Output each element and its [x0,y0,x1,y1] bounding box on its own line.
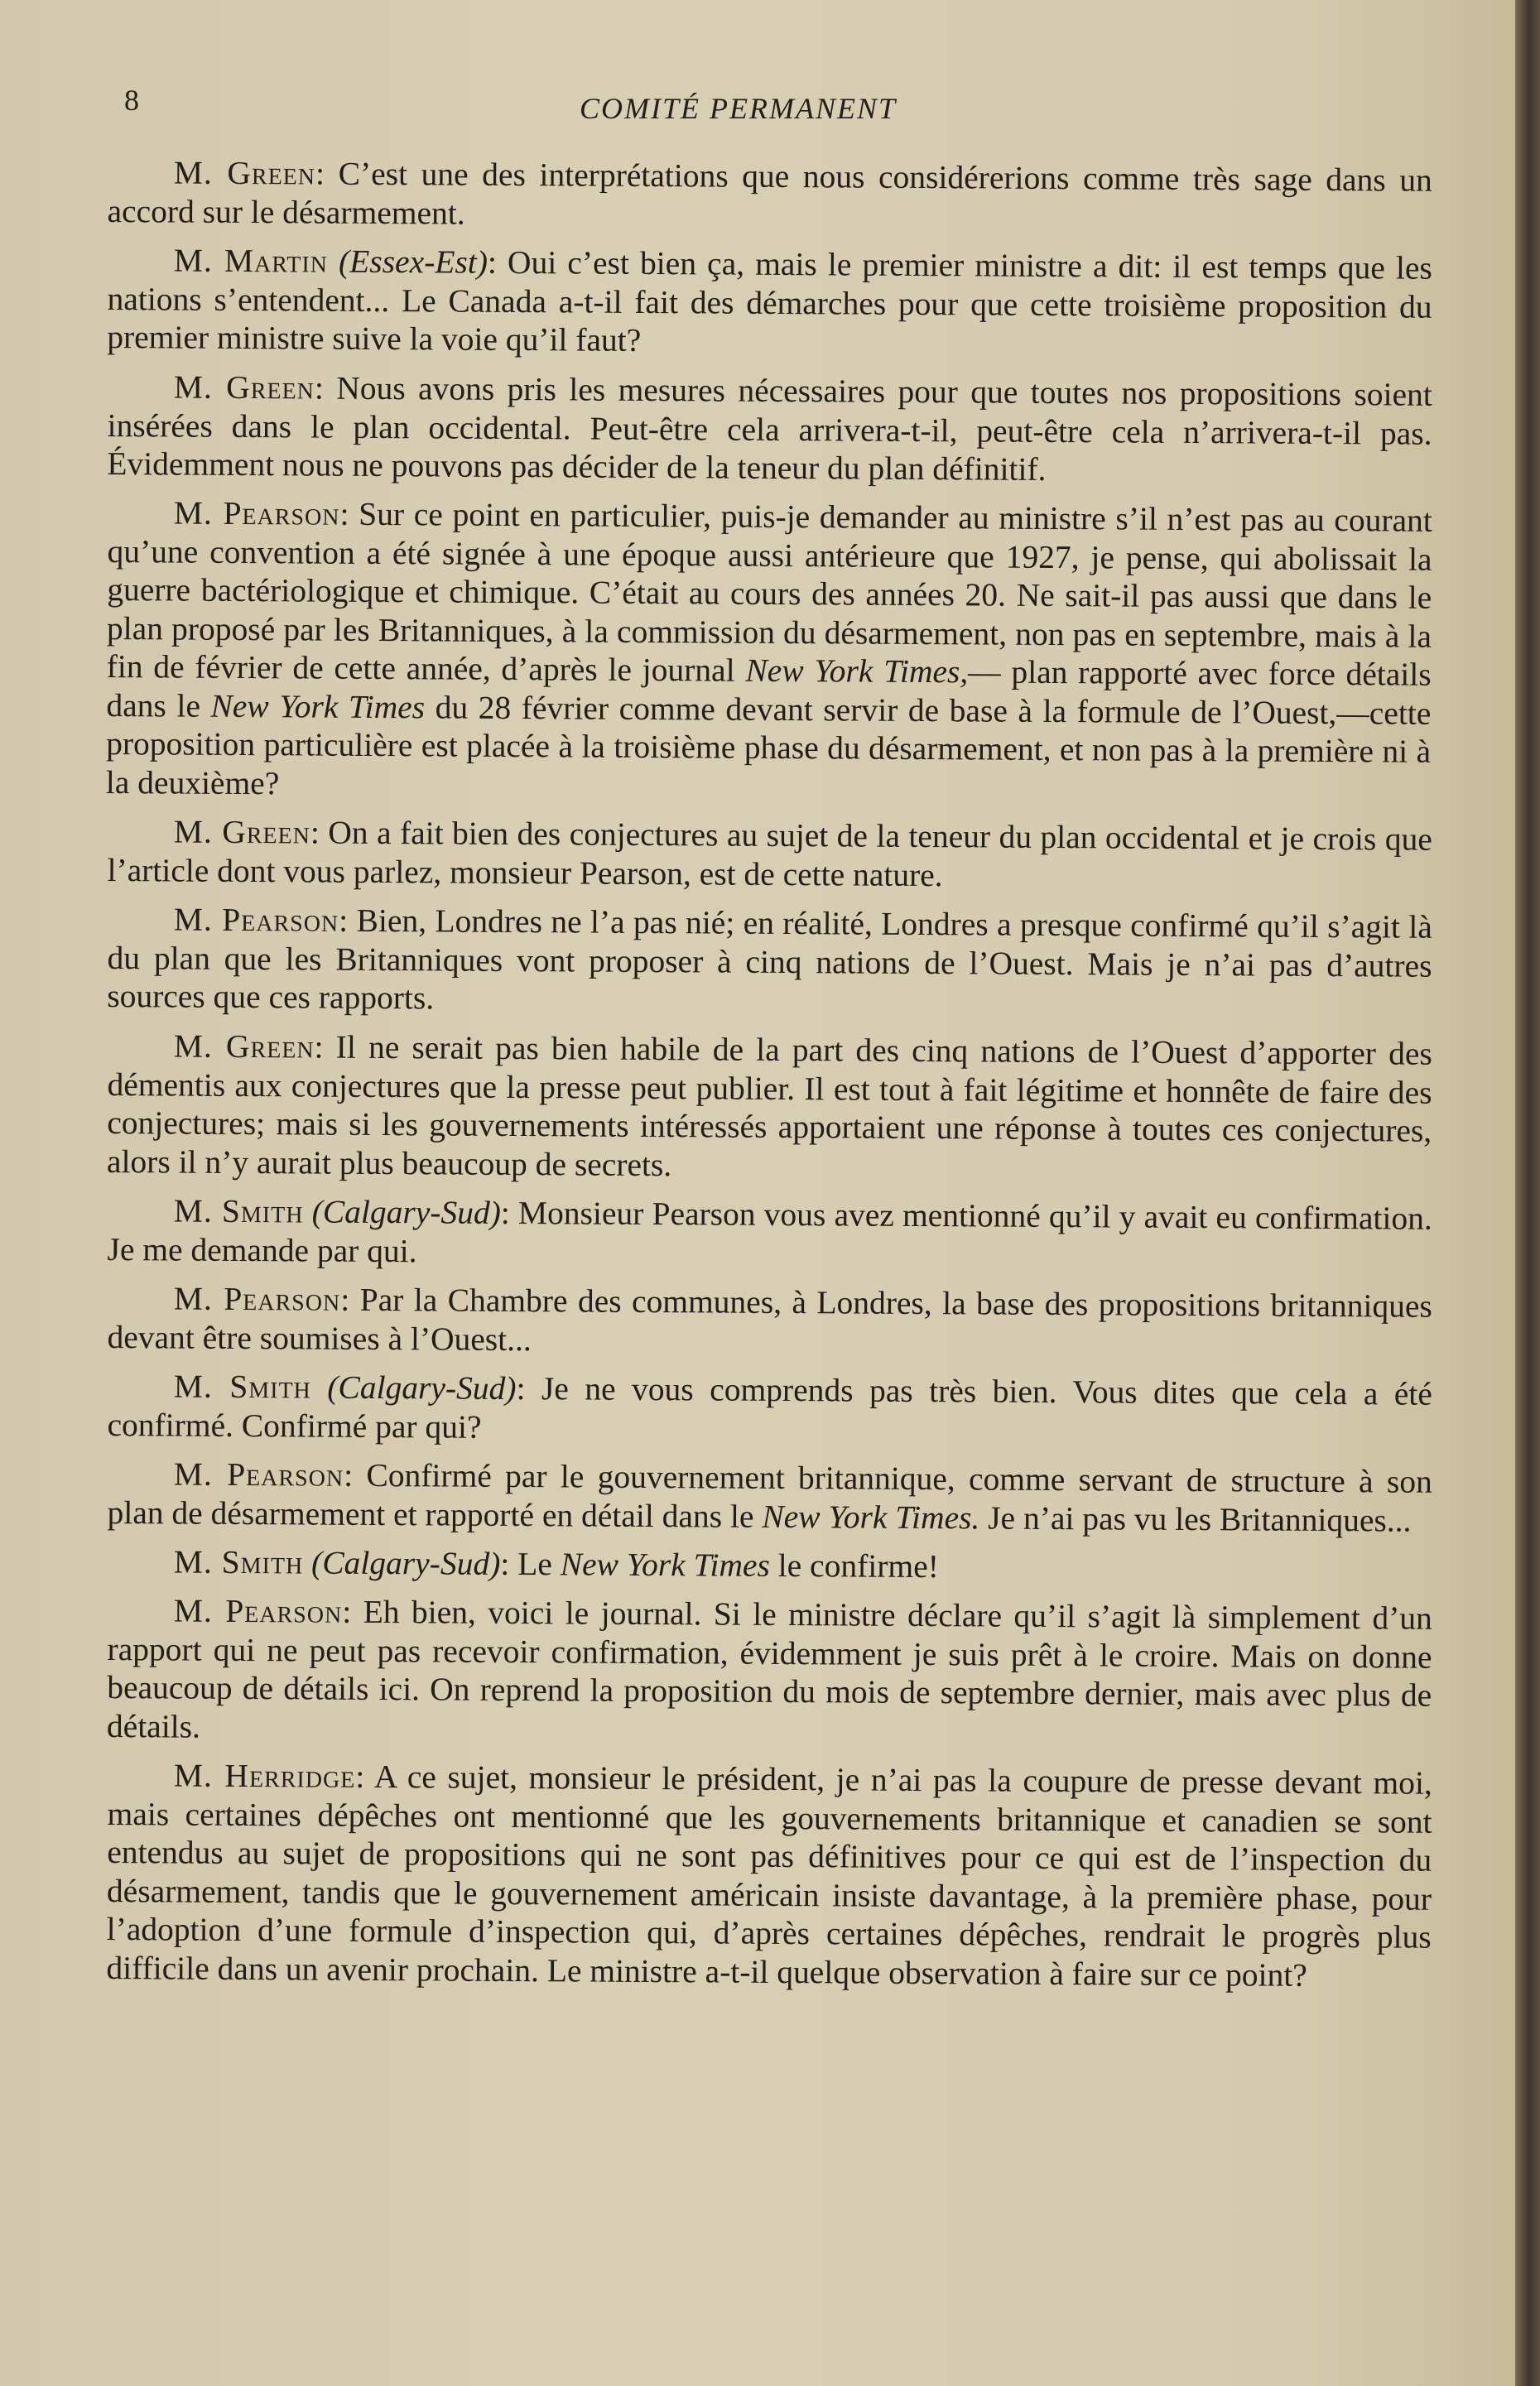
paragraph-text: : Par la Chambre des communes, à Londres, la base des propositions britanniques devant être soumises à l’Ouest... [107,1281,1432,1358]
newspaper-title: New York Times [210,687,426,725]
paragraph [107,1591,1432,1753]
paragraph [107,1027,1432,1189]
paragraph-text: : Nous avons pris les mesures nécessaires pour que toutes nos propositions soient insérées dans le plan occidental. Peut-être cela arrivera-t-il, peut-être cela n’arrivera-t-il pas. Évidemment nous ne pouvons pas décider de la teneur du plan définitif. [107,369,1432,488]
paragraph [107,812,1432,897]
newspaper-title: New York Times [560,1545,770,1584]
paragraph [107,1279,1432,1364]
paragraph-text: : Le [500,1545,561,1582]
newspaper-title: New York Times. [762,1497,980,1536]
speaker-name: M. Green [173,813,311,851]
paragraph [107,1191,1432,1277]
paragraph-text: : Sur ce point en particulier, puis-je demander au ministre s’il n’est pas au courant qu’une convention a été signée à une époque aussi antérieure que 1927, je pense, qui abolissait la guerre bactériologique et chimique. C’était au cours des années 20. Ne sait-il pas aussi que dans le plan proposé par les Britanniques, à la commission du désarmement, non pas en septembre, mais à la fin de février de cette année, d’après le journal [106,495,1432,689]
speaker-name: M. Green [173,368,315,406]
speaker-name: M. Green [173,154,316,192]
paragraph-text: : Oui c’est bien ça, mais le premier ministre a dit: il est temps que les nations s’entendent... Le Canada a-t-il fait des démarches pour que cette troisième proposition du premier ministre suive la voie qu’il faut? [107,243,1432,358]
paragraph [107,1455,1432,1540]
paragraph-text: : Eh bien, voici le journal. Si le ministre déclare qu’il s’agit là simplement d’un rapport qui ne peut pas recevoir confirmation, évidemment je suis prêt à le croire. Mais on donne beaucoup de détails ici. On reprend la proposition du mois de septembre dernier, mais avec plus de détails. [106,1593,1432,1745]
speaker-riding: (Calgary-Sud) [311,1193,502,1231]
speaker-name: M. Smith [173,1542,304,1580]
paragraph-text: : A ce sujet, monsieur le président, je n’ai pas la coupure de presse devant moi, mais certaines dépêches ont mentionné que les gouvernements britannique et canadien se sont entendus au sujet de propositions qui ne sont pas définitives pour ce qui est de l’inspection du désarmement, tandis que le gouvernement américain insiste davantage, à la première phase, pour l’adoption d’une formule d’inspection qui, d’après certaines dépêches, rendrait le progrès plus difficile dans un avenir prochain. Le ministre a-t-il quelque observation à faire sur ce point? [106,1758,1432,1994]
paragraph-text: Je n’ai pas vu les Britanniques... [979,1498,1412,1538]
paragraph-text: : Bien, Londres ne l’a pas nié; en réalité, Londres a presque confirmé qu’il s’agit là du plan que les Britanniques vont proposer à cinq nations de l’Ouest. Mais je n’ai pas d’autres sources que ces rapports. [107,902,1432,1017]
paragraph [106,493,1432,810]
newspaper-title: New York Times, [745,652,969,690]
speaker-riding: (Calgary-Sud) [310,1544,501,1582]
paragraph-text: : Il ne serait pas bien habile de la part des cinq nations de l’Ouest d’apporter des démentis aux conjectures que la presse peut publier. Il est tout à fait légitime et honnête de faire des conjectures; mais si les gouvernements intéressés apportaient une réponse à toutes ces conjectures, alors il n’y aurait plus beaucoup de secrets. [106,1028,1432,1183]
paragraph-text: : Monsieur Pearson vous avez mentionné qu’il y avait eu confirmation. Je me demande par qui. [107,1194,1432,1269]
speaker-name: M. Pearson [173,1279,341,1318]
paragraph-text: : On a fait bien des conjectures au sujet de la teneur du plan occidental et je crois que l’article dont vous parlez, monsieur Pearson, est de cette nature. [107,814,1432,893]
book-spine-edge [1515,0,1540,2386]
speaker-name: M. Herridge [173,1757,356,1795]
speaker-riding: (Essex-Est) [338,243,488,281]
paragraph-text: : Confirmé par le gouvernement britannique, comme servant de structure à son plan de désarmement et rapporté en détail dans le [107,1456,1432,1534]
speaker-name: M. Pearson [173,901,339,939]
paragraph [107,1367,1432,1452]
speaker-name: M. Pearson [173,1592,343,1630]
paragraph [107,368,1432,491]
paragraph-text: du 28 février comme devant servir de base à la formule de l’Ouest,—cette proposition particulière est placée à la troisième phase du désarmement, et non pas à la première ni à la deuxième? [105,688,1432,801]
paragraph [107,153,1432,238]
paragraph [108,1542,1432,1589]
paragraph-text: le confirme! [769,1547,939,1585]
paragraph-text: : Je ne vous comprends pas très bien. Vous dites que cela a été confirmé. Confirmé par qui? [107,1369,1432,1445]
speaker-name: M. Pearson [173,1455,344,1494]
speaker-name: M. Smith [173,1367,311,1406]
paragraph-text: : C’est une des interprétations que nous considérerions comme très sage dans un accord sur le désarmement. [107,155,1432,232]
speaker-name: M. Green [173,1027,315,1066]
paragraph [106,1756,1432,1995]
paragraph-text: — plan rapporté avec force détails dans le [106,653,1432,724]
paragraph [107,241,1432,364]
running-head: COMITÉ PERMANENT [580,92,897,125]
speaker-name: M. Martin [173,242,329,280]
paragraph [107,900,1432,1023]
transcript-body [105,153,1432,1998]
page-number: 8 [124,84,139,117]
speaker-name: M. Smith [173,1191,304,1229]
speaker-name: M. Pearson [173,494,340,532]
speaker-riding: (Calgary-Sud) [327,1369,517,1407]
